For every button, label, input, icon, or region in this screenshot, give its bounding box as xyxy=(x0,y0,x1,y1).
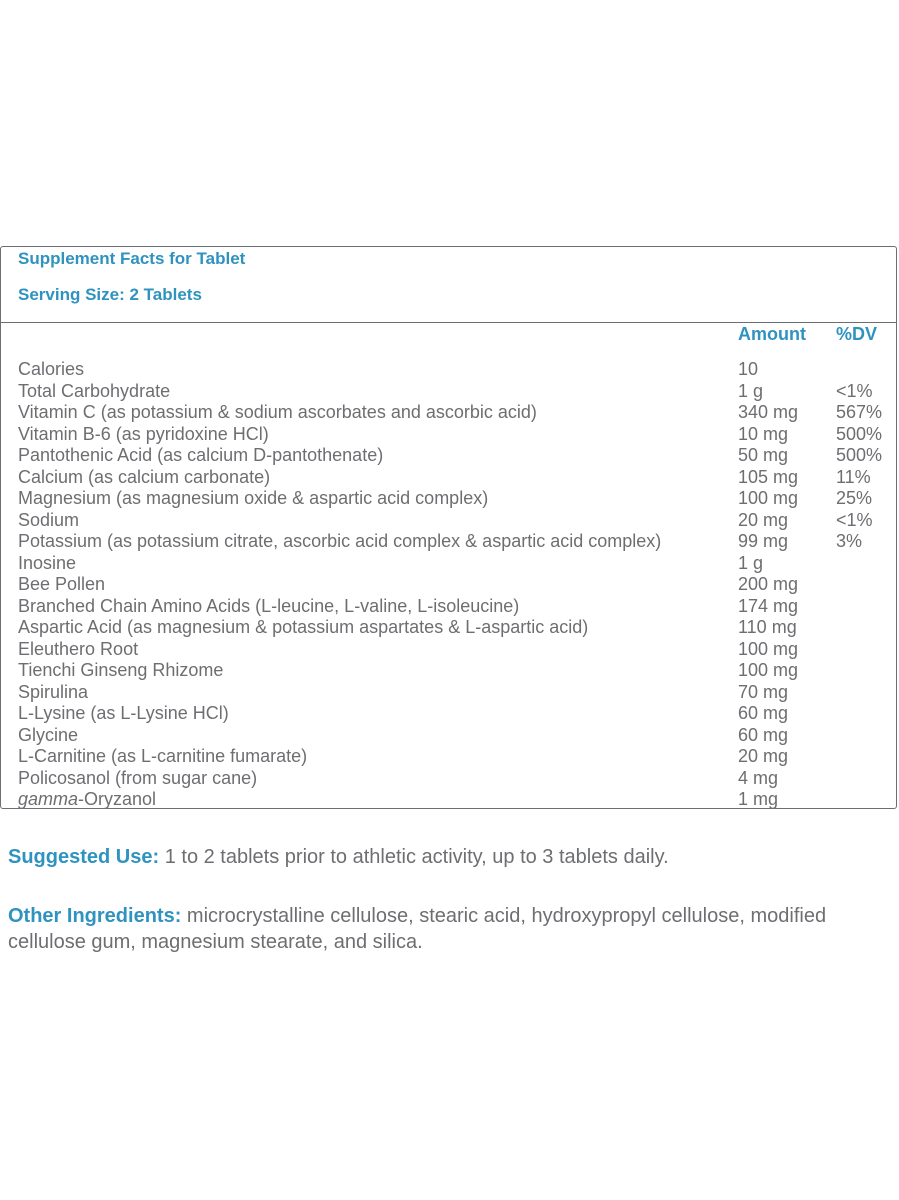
facts-header xyxy=(1,247,896,323)
nutrient-amount: 60 mg xyxy=(738,724,789,745)
nutrient-row xyxy=(1,467,896,489)
nutrient-name: Aspartic Acid (as magnesium & potassium aspartates & L-aspartic acid) xyxy=(18,617,589,637)
nutrient-row xyxy=(1,703,896,725)
nutrient-amount: 100 mg xyxy=(738,660,799,680)
nutrient-row xyxy=(1,639,896,661)
nutrient-name: Eleuthero Root xyxy=(18,638,139,659)
nutrient-row xyxy=(1,574,896,596)
nutrient-name: Vitamin C (as potassium & sodium ascorbates and ascorbic acid) xyxy=(18,402,537,422)
nutrient-row xyxy=(1,553,896,575)
nutrient-amount: 20 mg xyxy=(738,746,789,766)
nutrient-row xyxy=(1,768,896,790)
nutrient-amount: 1 mg xyxy=(738,789,779,809)
nutrient-name: Total Carbohydrate xyxy=(18,380,171,401)
nutrient-dv: 25% xyxy=(836,488,873,508)
nutrient-name: L-Lysine (as L-Lysine HCl) xyxy=(18,703,229,723)
nutrient-row xyxy=(1,402,896,424)
nutrient-name: Glycine xyxy=(18,724,79,745)
nutrient-name: Tienchi Ginseng Rhizome xyxy=(18,660,224,680)
nutrient-dv: 500% xyxy=(836,423,883,444)
nutrient-row xyxy=(1,746,896,768)
nutrient-dv: 500% xyxy=(836,445,883,465)
nutrient-dv: <1% xyxy=(836,380,873,401)
serving-size: Serving Size: 2 Tablets xyxy=(18,285,202,304)
nutrient-amount: 99 mg xyxy=(738,531,789,551)
nutrient-amount: 340 mg xyxy=(738,402,799,422)
suggested-use xyxy=(8,844,888,870)
nutrient-amount: 1 g xyxy=(738,552,764,573)
nutrient-name: Policosanol (from sugar cane) xyxy=(18,767,258,788)
nutrient-row xyxy=(1,725,896,747)
nutrient-rows xyxy=(1,359,896,811)
amount-column-header: Amount xyxy=(738,324,806,344)
supplement-facts-panel xyxy=(0,246,897,809)
nutrient-amount: 20 mg xyxy=(738,509,789,530)
facts-title: Supplement Facts for Tablet xyxy=(18,249,246,268)
nutrient-amount: 60 mg xyxy=(738,703,789,723)
nutrient-amount: 10 mg xyxy=(738,423,789,444)
nutrient-amount: 100 mg xyxy=(738,638,799,659)
nutrient-name-rest: -Oryzanol xyxy=(78,789,157,809)
nutrient-name: Bee Pollen xyxy=(18,574,106,594)
nutrient-name: Vitamin B-6 (as pyridoxine HCl) xyxy=(18,423,269,444)
nutrient-amount: 174 mg xyxy=(738,595,799,616)
nutrient-row xyxy=(1,531,896,553)
nutrient-row xyxy=(1,596,896,618)
nutrient-name: Branched Chain Amino Acids (L-leucine, L-valine, L-isoleucine) xyxy=(18,595,520,616)
nutrient-amount: 200 mg xyxy=(738,574,799,594)
nutrient-amount: 105 mg xyxy=(738,466,799,487)
nutrient-row xyxy=(1,359,896,381)
nutrient-name: L-Carnitine (as L-carnitine fumarate) xyxy=(18,746,308,766)
other-ingredients-label: Other Ingredients: xyxy=(8,905,182,927)
nutrient-name xyxy=(18,789,156,811)
nutrient-name: Spirulina xyxy=(18,681,89,702)
nutrient-dv: 3% xyxy=(836,531,863,551)
nutrient-amount: 4 mg xyxy=(738,767,779,788)
nutrient-row xyxy=(1,617,896,639)
nutrient-name: Potassium (as potassium citrate, ascorbic acid complex & aspartic acid complex) xyxy=(18,531,662,551)
nutrient-row xyxy=(1,424,896,446)
nutrient-amount: 1 g xyxy=(738,380,764,401)
nutrient-name: Calories xyxy=(18,359,85,379)
suggested-use-text: 1 to 2 tablets prior to athletic activity, up to 3 tablets daily. xyxy=(159,846,669,868)
other-ingredients-text: microcrystalline cellulose, stearic acid, hydroxypropyl cellulose, modified cellulose gum, magnesium stearate, and silica. xyxy=(8,905,827,953)
nutrient-row xyxy=(1,445,896,467)
dv-column-header: %DV xyxy=(836,324,878,344)
nutrient-row xyxy=(1,682,896,704)
other-ingredients xyxy=(8,903,888,955)
nutrient-amount: 10 xyxy=(738,359,759,379)
nutrient-amount: 100 mg xyxy=(738,488,799,508)
nutrient-name: Pantothenic Acid (as calcium D-pantothenate) xyxy=(18,445,384,465)
nutrient-name-italic: gamma xyxy=(18,789,79,809)
nutrient-row xyxy=(1,488,896,510)
nutrient-row-gamma-oryzanol xyxy=(1,789,896,811)
nutrient-name: Magnesium (as magnesium oxide & aspartic acid complex) xyxy=(18,488,489,508)
nutrient-row xyxy=(1,381,896,403)
nutrient-dv: <1% xyxy=(836,509,873,530)
nutrient-row xyxy=(1,510,896,532)
suggested-use-label: Suggested Use: xyxy=(8,846,160,868)
nutrient-amount: 110 mg xyxy=(738,617,797,637)
nutrient-row xyxy=(1,660,896,682)
nutrient-name: Inosine xyxy=(18,552,77,573)
nutrient-dv: 567% xyxy=(836,402,883,422)
nutrient-amount: 70 mg xyxy=(738,681,789,702)
nutrient-name: Calcium (as calcium carbonate) xyxy=(18,466,271,487)
nutrient-amount: 50 mg xyxy=(738,445,789,465)
nutrient-name: Sodium xyxy=(18,509,80,530)
nutrient-dv: 11% xyxy=(836,466,871,487)
